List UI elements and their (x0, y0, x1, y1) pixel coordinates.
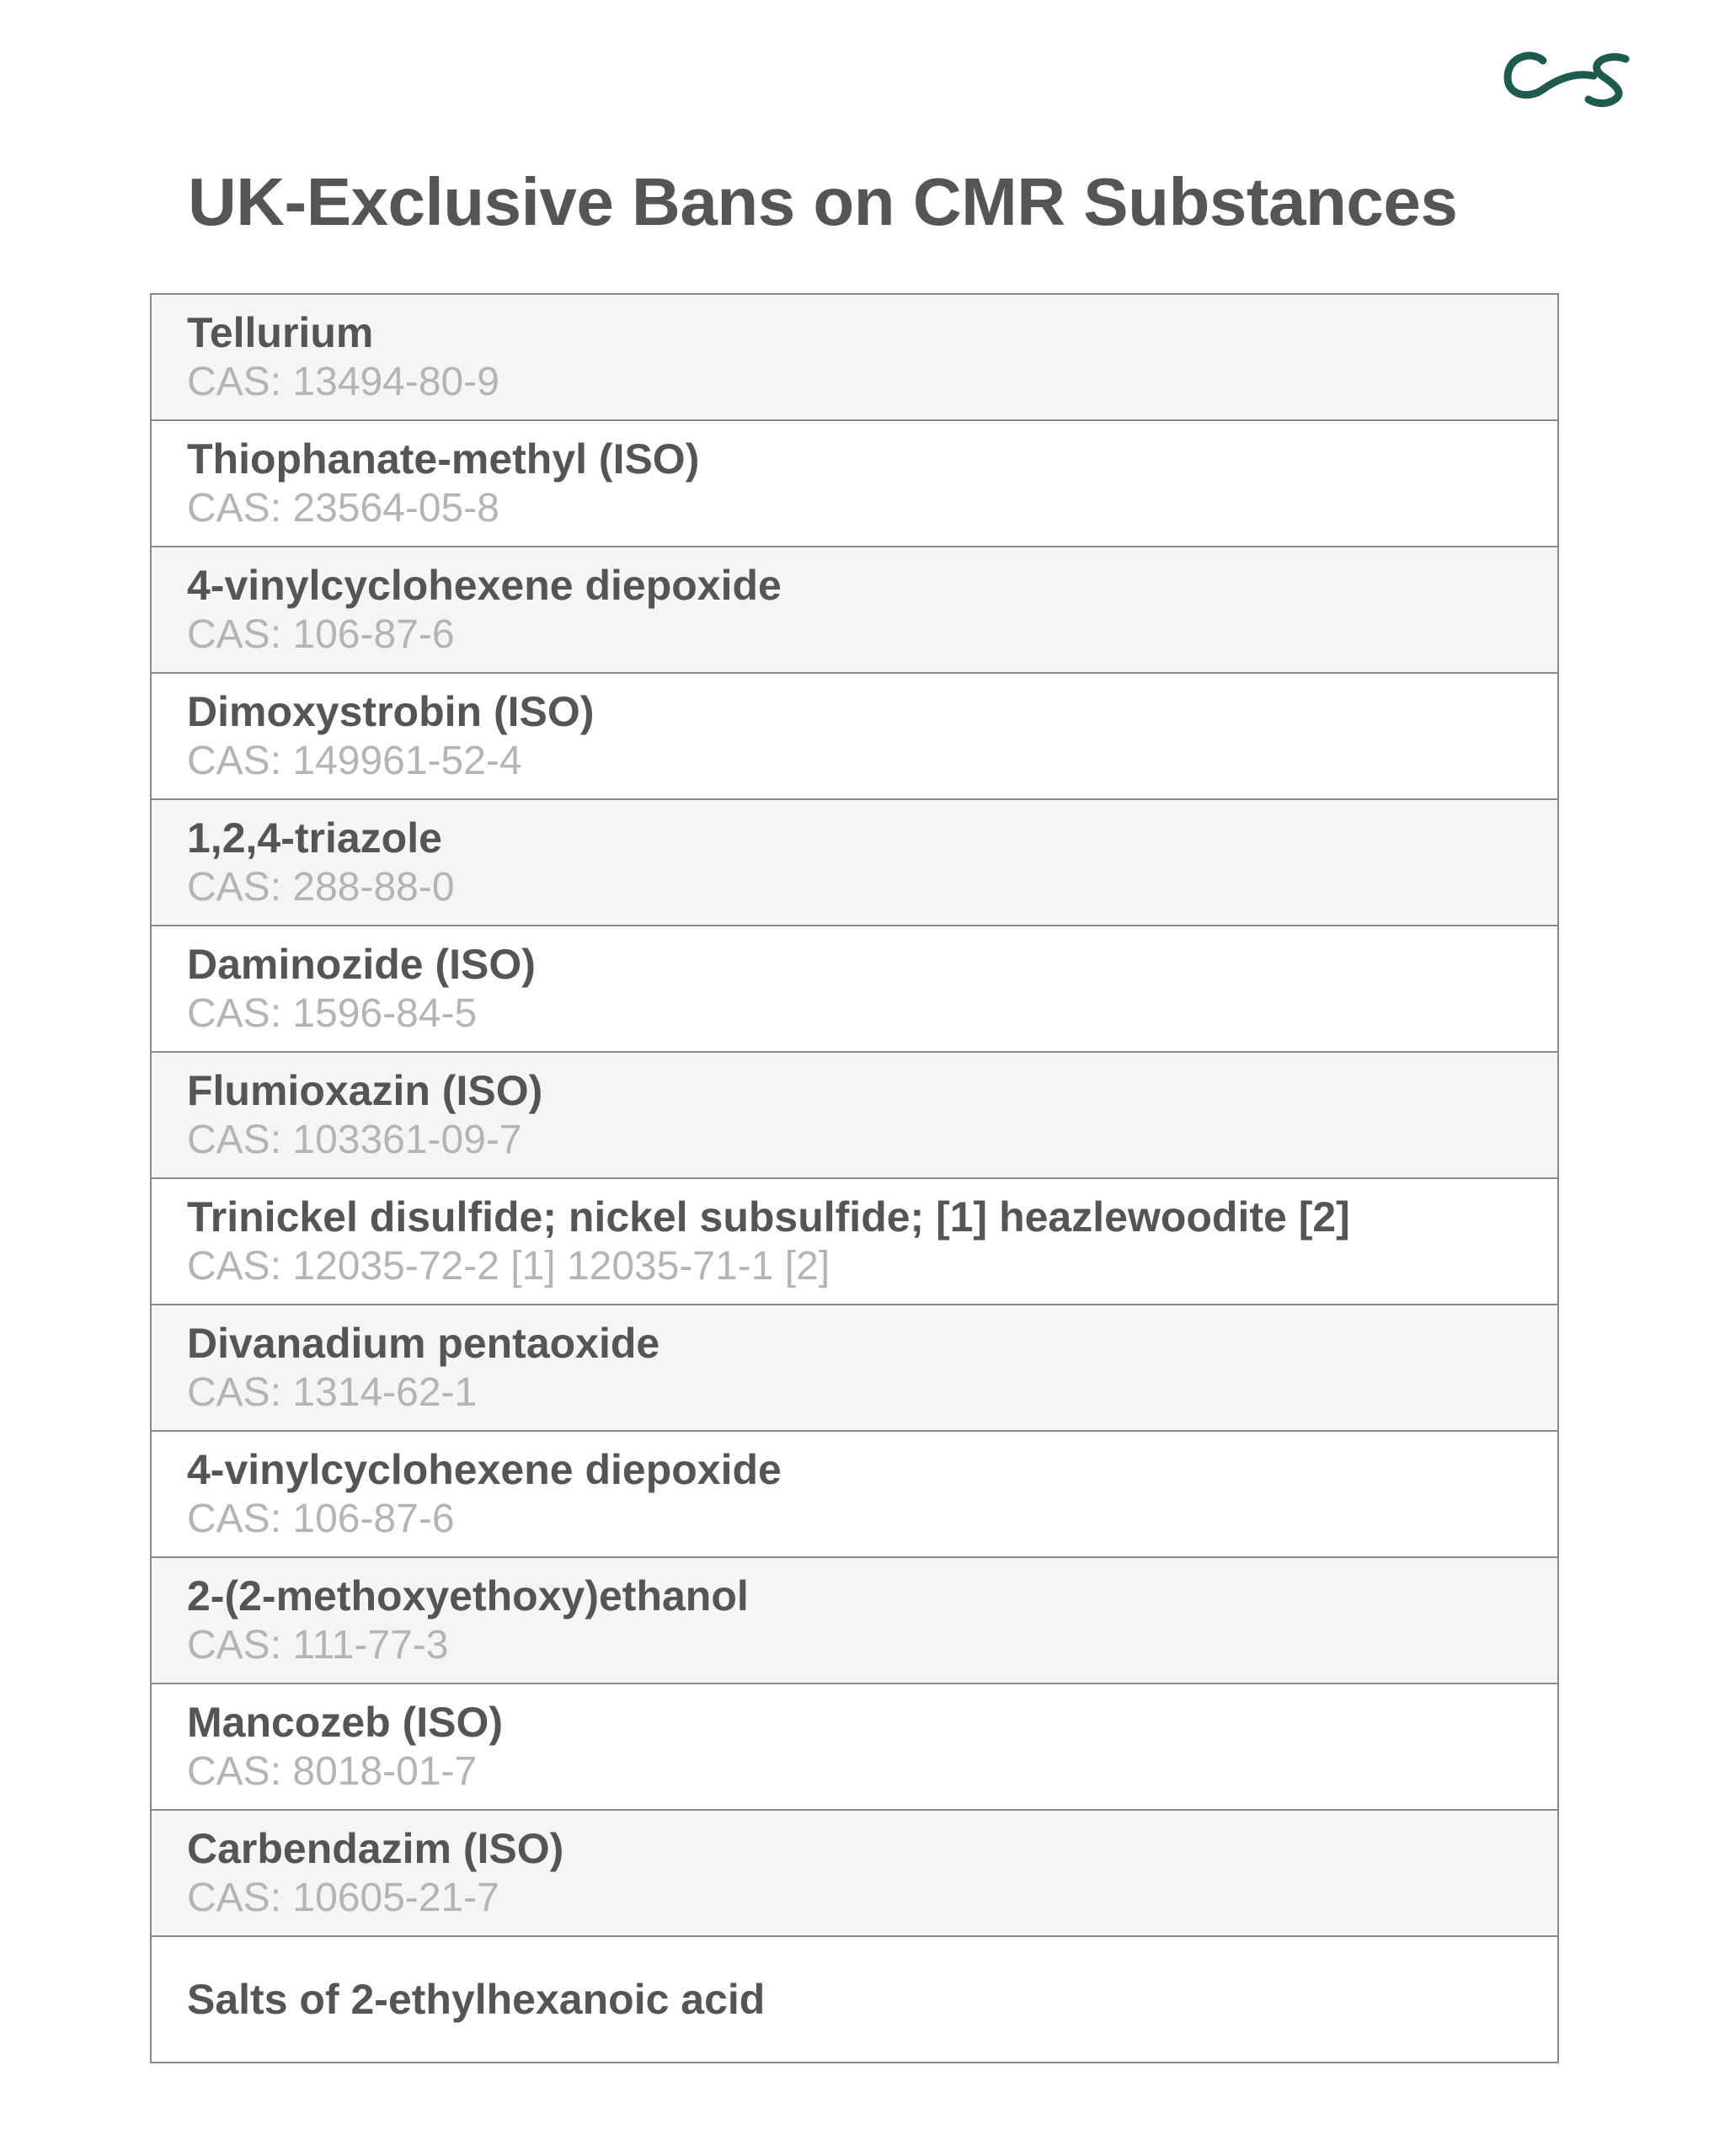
table-row (152, 1683, 1557, 1809)
substance-cas: CAS: 1596-84-5 (187, 991, 478, 1036)
substance-name: Mancozeb (ISO) (187, 1699, 504, 1746)
substance-name: Tellurium (187, 309, 374, 356)
table-row (152, 419, 1557, 546)
substance-cas: CAS: 111-77-3 (187, 1623, 449, 1668)
substance-name: Divanadium pentaoxide (187, 1320, 660, 1367)
substance-cas: CAS: 8018-01-7 (187, 1749, 478, 1794)
substance-name: 1,2,4-triazole (187, 814, 442, 862)
substance-cas: CAS: 106-87-6 (187, 612, 455, 657)
table-row (152, 925, 1557, 1051)
substance-name: Carbendazim (ISO) (187, 1825, 564, 1872)
table-row (152, 1304, 1557, 1430)
substance-name: Flumioxazin (ISO) (187, 1067, 543, 1114)
substance-cas: CAS: 10605-21-7 (187, 1876, 499, 1920)
table-row (152, 1430, 1557, 1556)
table-row (152, 295, 1557, 419)
table-row (152, 1935, 1557, 2062)
substances-table (150, 293, 1559, 2063)
substance-name: Thiophanate-methyl (ISO) (187, 435, 700, 483)
substance-name: 4-vinylcyclohexene diepoxide (187, 1446, 782, 1493)
substance-cas: CAS: 23564-05-8 (187, 486, 499, 531)
substance-cas: CAS: 106-87-6 (187, 1497, 455, 1541)
table-row (152, 1177, 1557, 1304)
substance-name: 4-vinylcyclohexene diepoxide (187, 562, 782, 609)
substance-name: Daminozide (ISO) (187, 941, 536, 988)
table-row (152, 546, 1557, 672)
substance-cas: CAS: 149961-52-4 (187, 739, 522, 783)
table-row (152, 1556, 1557, 1683)
substance-name: Dimoxystrobin (ISO) (187, 688, 595, 735)
substance-cas: CAS: 12035-72-2 [1] 12035-71-1 [2] (187, 1244, 830, 1289)
substance-name: Salts of 2-ethylhexanoic acid (187, 1976, 766, 2023)
substance-cas: CAS: 288-88-0 (187, 865, 455, 910)
page-title: UK-Exclusive Bans on CMR Substances (188, 164, 1458, 239)
substance-cas: CAS: 1314-62-1 (187, 1370, 478, 1415)
table-row (152, 1809, 1557, 1935)
substance-name: Trinickel disulfide; nickel subsulfide; [1] heazlewoodite [2] (187, 1193, 1350, 1241)
substance-cas: CAS: 13494-80-9 (187, 360, 499, 404)
substance-cas: CAS: 103361-09-7 (187, 1118, 522, 1162)
cs-logo-mark (1499, 34, 1642, 118)
substance-name: 2-(2-methoxyethoxy)ethanol (187, 1572, 749, 1620)
brand-logo (1499, 34, 1642, 118)
table-row (152, 798, 1557, 925)
table-row (152, 672, 1557, 798)
table-row (152, 1051, 1557, 1177)
